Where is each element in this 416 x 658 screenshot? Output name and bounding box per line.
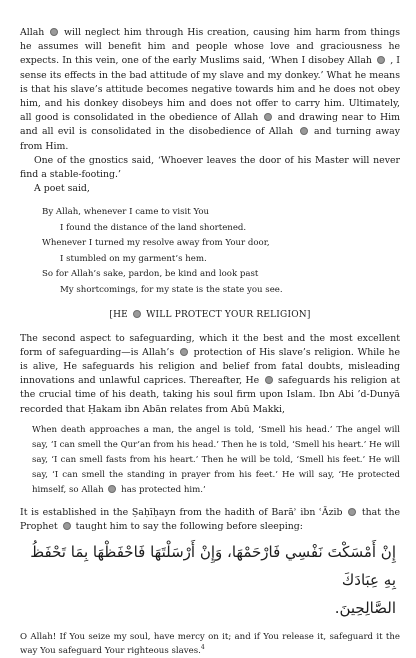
arabic-line-1: إِنْ أَمْسَكْتَ نَفْسِي فَارْحَمْهَا، وَإِنْ أَرْسَلْتَهَا فَاحْفَظْهَا بِمَا تَحْفَظُ بِهِ عِبَادَكَ xyxy=(30,543,396,590)
poem-line: I found the distance of the land shortened. xyxy=(60,222,247,233)
poem-line: So for Allah’s sake, pardon, be kind and look past xyxy=(42,269,259,280)
footnote-marker[interactable]: 4 xyxy=(200,644,205,652)
section-heading: [HE WILL PROTECT YOUR RELIGION] xyxy=(109,310,311,321)
honorific-glyph-icon xyxy=(180,348,188,356)
poem-line: By Allah, whenever I came to visit You xyxy=(42,207,210,218)
arabic-supplication xyxy=(20,538,396,622)
block-quote: When death approaches a man, the angel is told, ‘Smell his head.’ The angel will say, ‘I can smell the Qur’an from his head.’ Then he is told, ‘Smell his heart.’ He will say, ‘I can smell fasts from his heart.’ Then he will be told, ‘Smell his feet.’ He will say, ‘I can smell the standing in prayer from his feet.’ He will say, ‘He protected himself, so Allah has protected him.’ xyxy=(32,424,400,495)
honorific-glyph-icon xyxy=(300,127,308,135)
book-page xyxy=(20,26,400,658)
honorific-glyph-icon xyxy=(63,522,71,530)
paragraph-2: One of the gnostics said, ‘Whoever leaves the door of his Master will never find a stable-footing.’ xyxy=(20,154,400,181)
honorific-glyph-icon xyxy=(50,28,58,36)
poem-line: My shortcomings, for my state is the state you see. xyxy=(60,284,283,295)
honorific-glyph-icon xyxy=(265,376,273,384)
paragraph-5: It is established in the Ṣaḥīḥayn from the hadith of Barāʾ ibn ʿĀzib that the Prophet taught him to say the following before sleeping: xyxy=(20,506,400,533)
honorific-glyph-icon xyxy=(264,113,272,121)
poem-line: I stumbled on my garment’s hem. xyxy=(60,253,207,264)
poem xyxy=(42,205,400,298)
paragraph-3: A poet said, xyxy=(34,183,90,195)
poem-line: Whenever I turned my resolve away from Your door, xyxy=(42,238,270,249)
honorific-glyph-icon xyxy=(377,56,385,64)
paragraph-1: Allah will neglect him through His creation, causing him harm from things he assumes will benefit him and people whose love and graciousness he expects. In this vein, one of the early Muslims said, ‘When I disobey Allah , I sense its effects in the bad attitude of my slave and my donkey.’ What he means is that his slave’s attitude becomes negative towards him and he does not obey him, and his donkey disobeys him and does not offer to carry him. Ultimately, all good is consolidated in the obedience of Allah and drawing near to Him and all evil is consolidated in the disobedience of Allah and turning away from Him. xyxy=(20,27,400,152)
honorific-glyph-icon xyxy=(133,310,141,318)
honorific-glyph-icon xyxy=(348,508,356,516)
translation xyxy=(20,630,400,658)
arabic-line-2: الصَّالِحِينَ. xyxy=(334,599,396,618)
honorific-glyph-icon xyxy=(108,485,116,493)
translation-text: O Allah! If You seize my soul, have mercy on it; and if You release it, safeguard it the way You safeguard Your righteous slaves. xyxy=(20,632,400,657)
paragraph-4: The second aspect to safeguarding, which it the best and the most excellent form of safeguarding—is Allah’s protection of His slave’s religion. While he is alive, He safeguards his religion and belief from fatal doubts, misleading innovations and unlawful caprices. Thereafter, He safeguards his religion at the crucial time of his death, taking his soul firm upon Islam. Ibn Abi ’d-Dunyā recorded that Ḥakam ibn Abān relates from Abū Makki, xyxy=(20,332,400,415)
